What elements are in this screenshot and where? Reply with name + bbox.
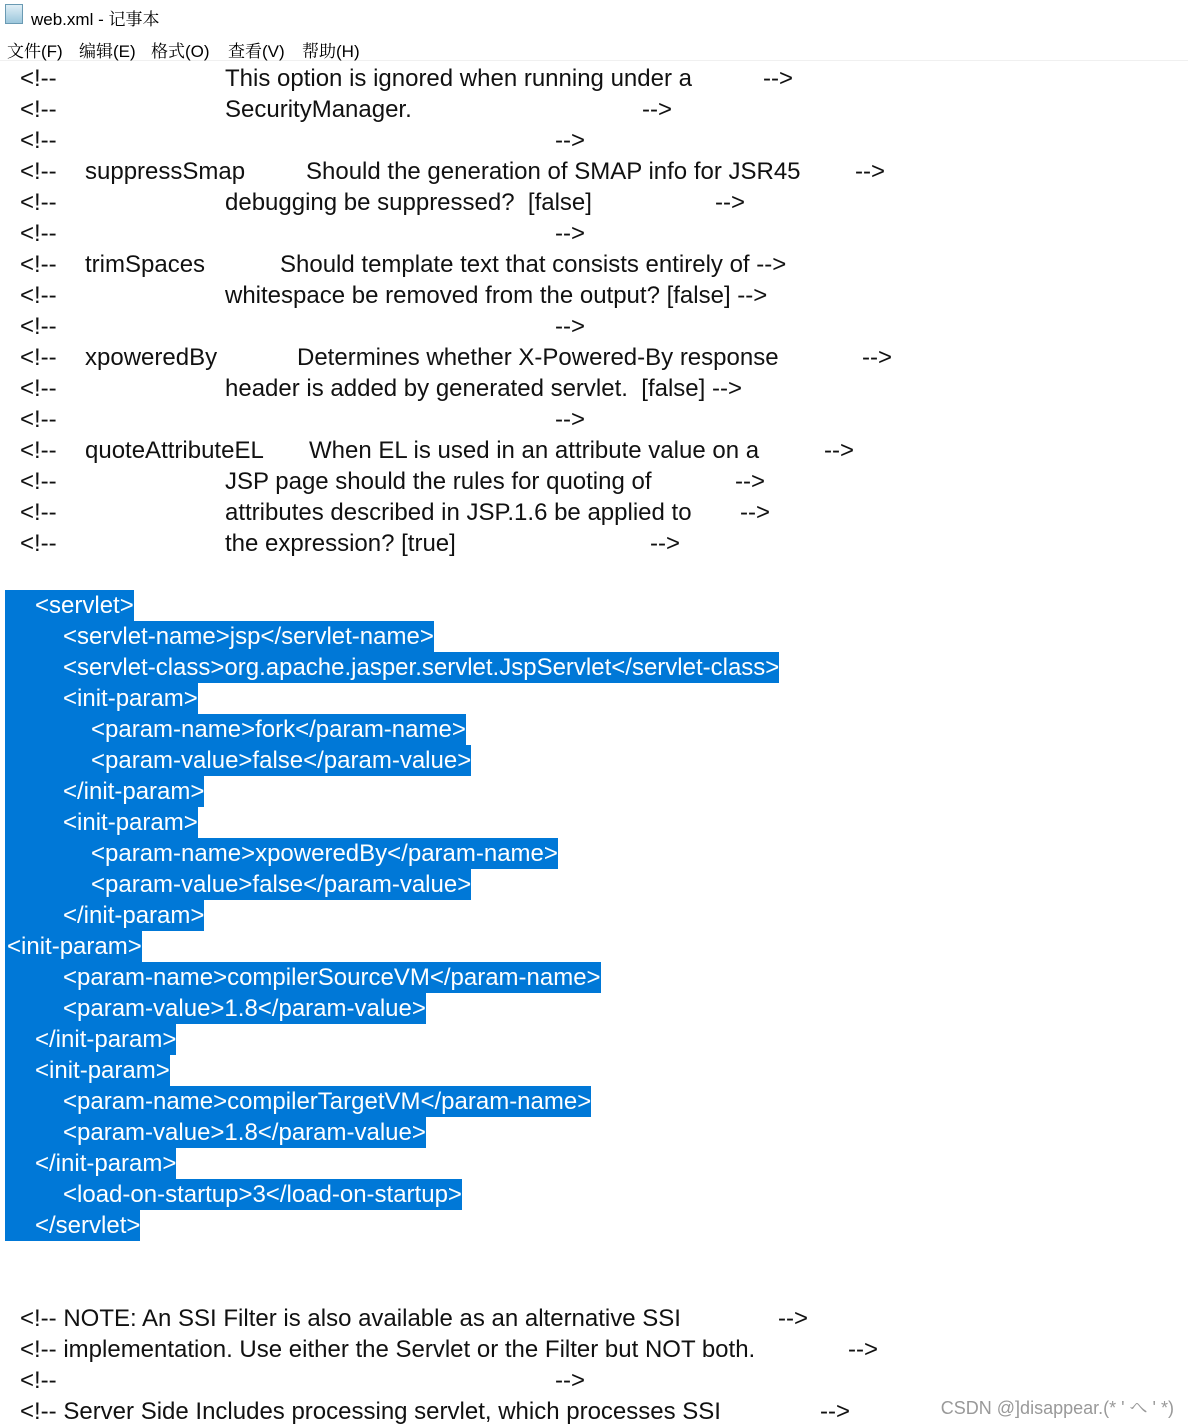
window-title: web.xml - 记事本 <box>31 10 160 29</box>
comment-text: <!-- <box>20 468 57 495</box>
selected-code-line: </servlet> <box>5 1210 140 1241</box>
selected-code-line: <servlet> <box>5 590 134 621</box>
selected-code-line: <param-value>1.8</param-value> <box>5 1117 426 1148</box>
menu-file[interactable]: 文件(F) <box>7 42 63 61</box>
comment-text: <!-- <box>20 313 57 340</box>
comment-text: --> <box>555 406 585 433</box>
comment-text: --> <box>715 189 745 216</box>
watermark: CSDN @]disappear.(* ' へ ' *) <box>940 1398 1174 1418</box>
comment-text: --> <box>735 468 765 495</box>
comment-text: --> <box>642 96 672 123</box>
selected-code-line: <init-param> <box>5 683 198 714</box>
comment-text: --> <box>862 344 892 371</box>
comment-text: --> <box>555 220 585 247</box>
comment-text: quoteAttributeEL <box>85 437 264 464</box>
comment-text: whitespace be removed from the output? [false] --> <box>225 282 768 309</box>
selected-code-line: <param-value>1.8</param-value> <box>5 993 426 1024</box>
comment-text: xpoweredBy <box>85 344 218 371</box>
selected-code-line: </init-param> <box>5 900 204 931</box>
comment-text: <!-- <box>20 158 57 185</box>
comment-text: --> <box>855 158 885 185</box>
selected-code-line: <param-value>false</param-value> <box>5 745 471 776</box>
comment-text: SecurityManager. <box>225 96 412 123</box>
comment-text: <!-- <box>20 499 57 526</box>
selected-code-line: <param-name>compilerTargetVM</param-name> <box>5 1086 591 1117</box>
comment-text: --> <box>778 1305 808 1332</box>
selected-code-line: <param-value>false</param-value> <box>5 869 471 900</box>
selected-code-line: </init-param> <box>5 776 204 807</box>
comment-text: debugging be suppressed? [false] <box>225 189 592 216</box>
comment-text: <!-- <box>20 65 57 92</box>
comment-text: <!-- <box>20 1367 57 1394</box>
comment-text: <!-- <box>20 96 57 123</box>
menu-view[interactable]: 查看(V) <box>228 42 285 61</box>
comment-text: Should the generation of SMAP info for JSR45 <box>306 158 801 185</box>
comment-text: <!-- <box>20 530 57 557</box>
notepad-icon <box>5 4 23 24</box>
text-editor[interactable] <box>0 61 1188 1426</box>
comment-text: --> <box>824 437 854 464</box>
comment-text: header is added by generated servlet. [false] --> <box>225 375 742 402</box>
comment-text: --> <box>848 1336 878 1363</box>
comment-text: <!-- <box>20 406 57 433</box>
comment-text: <!-- <box>20 437 57 464</box>
comment-text: Should template text that consists entirely of --> <box>280 251 787 278</box>
comment-text: <!-- <box>20 344 57 371</box>
comment-text: <!-- <box>20 375 57 402</box>
comment-text: suppressSmap <box>85 158 246 185</box>
comment-text: the expression? [true] <box>225 530 456 557</box>
selected-code-line: </init-param> <box>5 1024 176 1055</box>
comment-text: --> <box>555 313 585 340</box>
selected-code-line: <param-name>xpoweredBy</param-name> <box>5 838 558 869</box>
selected-code-line: <init-param> <box>5 1055 170 1086</box>
comment-text: --> <box>650 530 680 557</box>
comment-text: trimSpaces <box>85 251 206 278</box>
comment-text: <!-- <box>20 127 57 154</box>
comment-text: <!-- implementation. Use either the Servlet or the Filter but NOT both. <box>20 1336 756 1363</box>
comment-text: Determines whether X-Powered-By response <box>297 344 779 371</box>
comment-text: --> <box>555 1367 585 1394</box>
comment-text: --> <box>820 1398 850 1425</box>
menu-format[interactable]: 格式(O) <box>151 42 210 61</box>
title-bar <box>0 0 1188 32</box>
comment-text: <!-- NOTE: An SSI Filter is also available as an alternative SSI <box>20 1305 681 1332</box>
comment-text: JSP page should the rules for quoting of <box>225 468 652 495</box>
selected-code-line: <load-on-startup>3</load-on-startup> <box>5 1179 462 1210</box>
comment-text: <!-- <box>20 220 57 247</box>
selected-code-line: <param-name>compilerSourceVM</param-name> <box>5 962 601 993</box>
menu-help[interactable]: 帮助(H) <box>302 42 360 61</box>
comment-text: <!-- <box>20 282 57 309</box>
selected-code-line: <servlet-name>jsp</servlet-name> <box>5 621 434 652</box>
comment-text: --> <box>555 127 585 154</box>
comment-text: attributes described in JSP.1.6 be applied to <box>225 499 692 526</box>
comment-text: <!-- Server Side Includes processing servlet, which processes SSI <box>20 1398 721 1425</box>
comment-text: <!-- <box>20 251 57 278</box>
selected-code-line: <init-param> <box>7 933 142 960</box>
selected-code-line: <init-param> <box>5 807 198 838</box>
comment-text: <!-- <box>20 189 57 216</box>
comment-text: When EL is used in an attribute value on a <box>309 437 760 464</box>
selected-code-line: </init-param> <box>5 1148 176 1179</box>
comment-text: This option is ignored when running under a <box>225 65 692 92</box>
comment-text: --> <box>740 499 770 526</box>
selected-code-line: <servlet-class>org.apache.jasper.servlet.JspServlet</servlet-class> <box>5 652 779 683</box>
selected-code-line: <param-name>fork</param-name> <box>5 714 466 745</box>
menu-edit[interactable]: 编辑(E) <box>79 42 136 61</box>
menu-bar <box>0 34 1188 61</box>
comment-text: --> <box>763 65 793 92</box>
